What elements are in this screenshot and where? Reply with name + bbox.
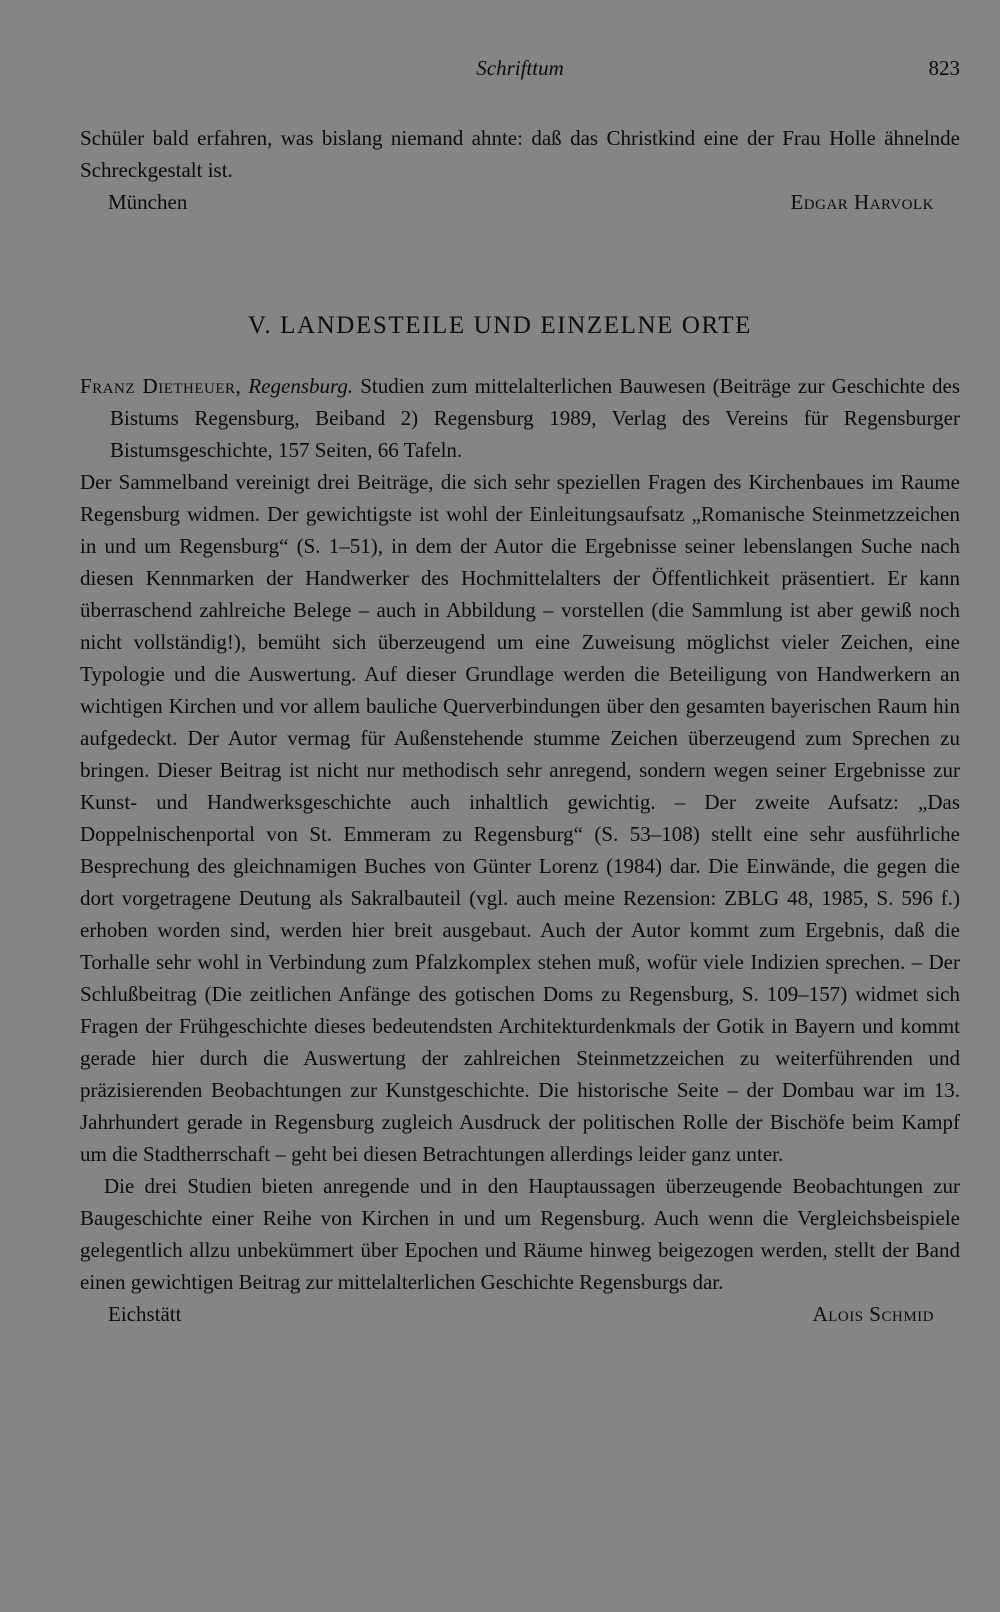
reviewer-name: Alois Schmid [812, 1302, 934, 1326]
review-paragraph-2: Die drei Studien bieten anregende und in den Hauptaussagen überzeugende Beobachtungen zur Baugeschichte einer Reihe von Kirchen in und um Regensburg. Auch wenn die Vergleichsbeispiele gelegentlich allzu unbekümmert über Epochen und Räume hinweg beigezogen werden, stellt der Band einen gewichtigen Beitrag zur mittelalterlichen Geschichte Regensburgs dar. [80, 1174, 960, 1294]
previous-review-signature [80, 186, 960, 218]
review-entry [80, 370, 960, 1330]
previous-review-end [80, 122, 960, 218]
reviewer-place: Eichstätt [108, 1302, 182, 1326]
book-title: Regensburg. [248, 374, 354, 398]
bibliographic-entry [80, 370, 960, 466]
review-paragraph-1: Der Sammelband vereinigt drei Beiträge, die sich sehr speziellen Fragen des Kirchenbaues im Raume Regensburg widmen. Der gewichtigste ist wohl der Einleitungsaufsatz „Romanische Steinmetzzeichen in und um Regensburg“ (S. 1–51), in dem der Autor die Ergebnisse seiner lebenslangen Suche nach diesen Kennmarken der Handwerker des Hochmittelalters der Öffentlichkeit präsentiert. Er kann überraschend zahlreiche Belege – auch in Abbildung – vorstellen (die Sammlung ist aber gewiß noch nicht vollständig!), bemüht sich überzeugend um eine Zuweisung möglichst vieler Zeichen, eine Typologie und die Auswertung. Auf dieser Grundlage werden die Beteiligung von Handwerkern an wichtigen Kirchen und vor allem bauliche Querverbindungen über den gesamten bayerischen Raum hin aufgedeckt. Der Autor vermag für Außenstehende stumme Zeichen überzeugend zum Sprechen zu bringen. Dieser Beitrag ist nicht nur methodisch sehr anregend, sondern wegen seiner Ergebnisse zur Kunst- und Handwerksgeschichte auch inhaltlich gewichtig. – Der zweite Aufsatz: „Das Doppelnischenportal von St. Emmeram zu Regensburg“ (S. 53–108) stellt eine sehr ausführliche Besprechung des gleichnamigen Buches von Günter Lorenz (1984) dar. Die Einwände, die gegen die dort vorgetragene Deutung als Sakralbauteil (vgl. auch meine Rezension: ZBLG 48, 1985, S. 596 f.) erhoben worden sind, werden hier breit ausgebaut. Auch der Autor kommt zum Ergebnis, daß die Torhalle sehr wohl in Verbindung zum Pfalzkomplex stehen muß, wofür viele Indizien sprechen. – Der Schlußbeitrag (Die zeitlichen Anfänge des gotischen Doms zu Regensburg, S. 109–157) widmet sich Fragen der Frühgeschichte dieses bedeutendsten Architekturdenkmals der Gotik in Bayern und kommt gerade hier durch die Auswertung der zahlreichen Steinmetzzeichen zu weiterführenden und präzisierenden Beobachtungen zur Kunstgeschichte. Die historische Seite – der Dombau war im 13. Jahrhundert gerade in Regensburg zugleich Ausdruck der politischen Rolle der Bischöfe beim Kampf um die Stadtherrschaft – geht bei diesen Betrachtungen allerdings leider ganz unter. [80, 470, 960, 1166]
book-citation: Studien zum mittelalterlichen Bauwesen (Beiträge zur Geschichte des Bistums Regensburg, Beiband 2) Regensburg 1989, Verlag des Vereins für Regensburger Bistumsgeschichte, 157 Seiten, 66 Tafeln. [110, 374, 961, 462]
page-number: 823 [928, 56, 960, 80]
previous-review-author: Edgar Harvolk [790, 190, 934, 214]
section-heading: V. LANDESTEILE UND EINZELNE ORTE [247, 312, 753, 339]
book-author: Franz Dietheuer, [80, 374, 242, 398]
review-signature [80, 1298, 960, 1330]
previous-review-text: Schüler bald erfahren, was bislang niemand ahnte: daß das Christkind eine der Frau Holle ähnelnde Schreckgestalt ist. [80, 126, 960, 182]
running-head-title: Schrifttum [476, 56, 564, 80]
running-head [80, 56, 960, 86]
previous-review-place: München [108, 190, 188, 214]
